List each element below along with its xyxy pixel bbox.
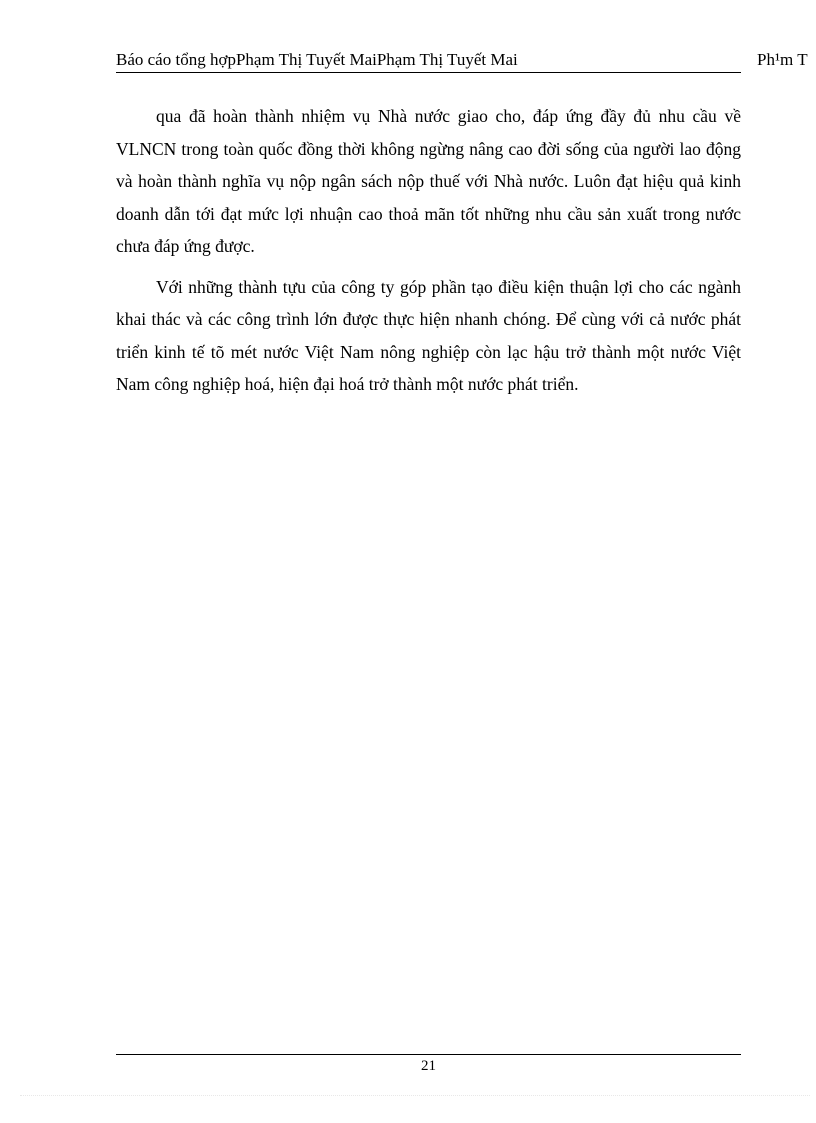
body-text xyxy=(116,100,741,409)
page-number: 21 xyxy=(421,1058,436,1074)
paragraph-2: Với những thành tựu của công ty góp phần tạo điều kiện thuận lợi cho các ngành khai thác và các công trình lớn được thực hiện nhanh chóng. Để cùng với cả nước phát triển kinh tế tõ mét nước Việt Nam nông nghiệp còn lạc hậu trở thành một nước Việt Nam công nghiệp hoá, hiện đại hoá trở thành một nước phát triển. xyxy=(116,276,741,394)
page-header xyxy=(116,48,741,73)
header-title: Báo cáo tổng hợpPhạm Thị Tuyết MaiPhạm Thị Tuyết Mai xyxy=(116,50,518,69)
page-bottom-edge xyxy=(20,1095,810,1096)
paragraph-1: qua đã hoàn thành nhiệm vụ Nhà nước giao cho, đáp ứng đầy đủ nhu cầu về VLNCN trong toàn quốc đồng thời không ngừng nâng cao đời sống của người lao động và hoàn thành nghĩa vụ nộp ngân sách nộp thuế với Nhà nước. Luôn đạt hiệu quả kinh doanh dẫn tới đạt mức lợi nhuận cao thoả mãn tốt những nhu cầu sản xuất trong nước chưa đáp ứng được. xyxy=(116,106,741,256)
footer-divider xyxy=(116,1054,741,1055)
header-right-text: Ph¹m T xyxy=(757,50,808,69)
